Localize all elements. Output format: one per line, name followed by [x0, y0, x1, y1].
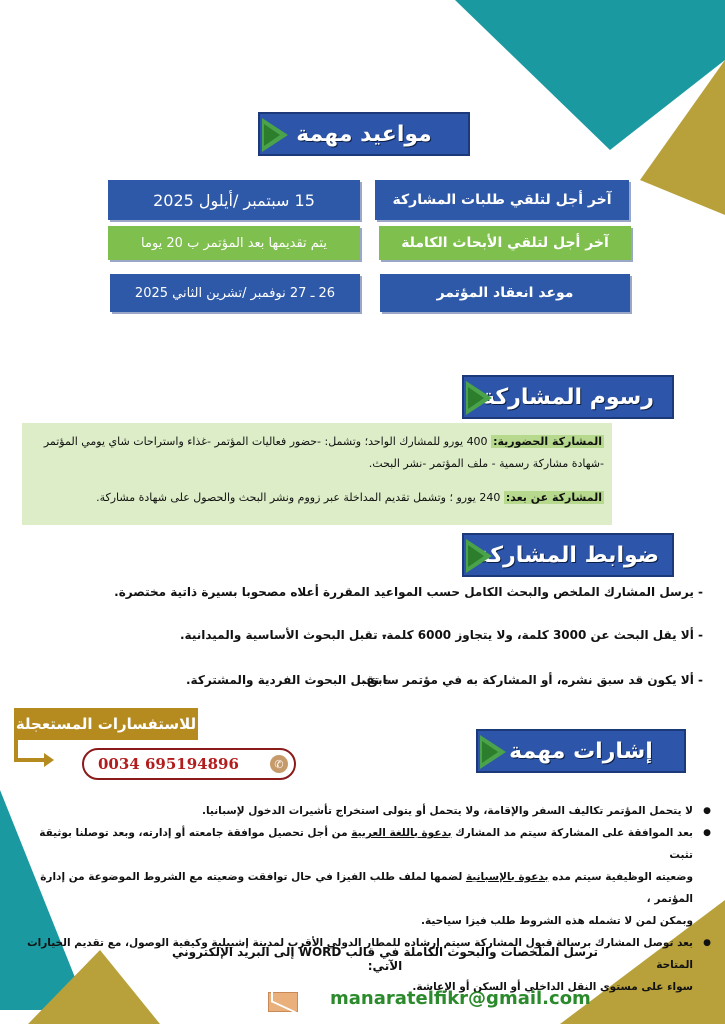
rule-3b: - تقبل البحوث الفردية والمشتركة. — [186, 673, 389, 687]
notes-section-title: إشارات مهمة — [509, 738, 653, 764]
whatsapp-icon: ✆ — [270, 755, 288, 773]
rule-3a: - ألا يكون قد سبق نشره، أو المشاركة به في مؤتمر سابق. — [362, 673, 703, 687]
rules-section-header — [462, 533, 674, 577]
rules-section-title: ضوابط المشاركة — [476, 542, 660, 568]
date-label-1: آخر أجل لتلقي طلبات المشاركة — [375, 180, 629, 220]
fees-online — [30, 487, 604, 509]
arrow-right-icon — [44, 753, 54, 767]
notes-section-header — [476, 729, 686, 773]
rule-2a: - ألا يقل البحث عن 3000 كلمة، ولا يتجاوز 6000 كلمة. — [381, 628, 703, 642]
date-label-2: آخر أجل لتلقي الأبحاث الكاملة — [379, 226, 631, 260]
phone-contact[interactable] — [82, 748, 296, 780]
dates-section-title: مواعيد مهمة — [296, 121, 432, 147]
fees-inperson — [30, 431, 604, 453]
inperson-label: المشاركة الحضورية: — [493, 435, 602, 448]
note-3: ● بعد توصل المشارك برسالة قبول المشاركة سيتم إرشاده للمطار الدولي الأقرب لمدينة إشبيلية وكيفية الوصول، مع تقديم الخيارات المتاحة سواء على مستوى النقل الداخلي أو السكن أو الإعاشة. — [21, 932, 711, 998]
rule-1: - يرسل المشارك الملخص والبحث الكامل حسب المواعيد المقررة أعلاه مصحوبا بسيرة ذاتية مختصرة. — [114, 585, 703, 599]
envelope-icon — [268, 992, 298, 1012]
note-2: ● بعد الموافقة على المشاركة سيتم مد المشارك بدعوة باللغة العربية من أجل تحصيل موافقة جامعته أو إدارته، وبعد توصلنا بوثيقة تثبت وضعيته الوظيفية سيتم مده بدعوة بالإسبانية لضمها لملف طلب الفيزا في حال توافقت وضعيته مع الشروط الموضوعة من إدارة المؤتمر ، وبمكن لمن لا تشمله هذه الشروط طلب فيزا سياحية. — [21, 822, 711, 932]
online-label: المشاركة عن بعد: — [505, 491, 602, 504]
inperson-text: 400 يورو للمشارك الواحد؛ وتشمل: -حضور فعاليات المؤتمر -غذاء واستراحات شاي يومي المؤتمر — [43, 435, 492, 448]
phone-number: 0034 695194896 — [98, 755, 239, 773]
online-text: 240 يورو ؛ وتشمل تقديم المداخلة عبر زووم ونشر البحث والحصول على شهادة مشاركة. — [96, 491, 504, 504]
dates-section-header — [258, 112, 470, 156]
send-instructions: ترسل الملخصات والبحوث الكاملة في قالب WORD إلى البريد الإلكتروني الآتي: — [172, 945, 598, 973]
date-label-3: موعد انعقاد المؤتمر — [380, 274, 630, 312]
fees-section-title: رسوم المشاركة — [482, 384, 654, 410]
fees-section-header — [462, 375, 674, 419]
rule-2b: - تقبل البحوث الأساسية والميدانية. — [180, 628, 387, 642]
urgent-inquiries-label: للاستفسارات المستعجلة — [14, 708, 198, 740]
note-1: ● لا يتحمل المؤتمر تكاليف السفر والإقامة، ولا يتحمل أو يتولى استخراج تأشيرات الدخول لإسبانيا. — [21, 800, 711, 822]
date-value-3: 26 ـ 27 نوفمبر /تشرين الثاني 2025 — [110, 274, 360, 312]
fees-box — [22, 423, 612, 525]
contact-email[interactable]: manaratelfikr@gmail.com — [330, 988, 591, 1009]
inperson-text-2: -شهادة مشاركة رسمية - ملف المؤتمر -نشر البحث. — [368, 457, 604, 470]
date-value-2: يتم تقديمها بعد المؤتمر ب 20 يوما — [108, 226, 360, 260]
date-value-1: 15 سبتمبر /أيلول 2025 — [108, 180, 360, 220]
